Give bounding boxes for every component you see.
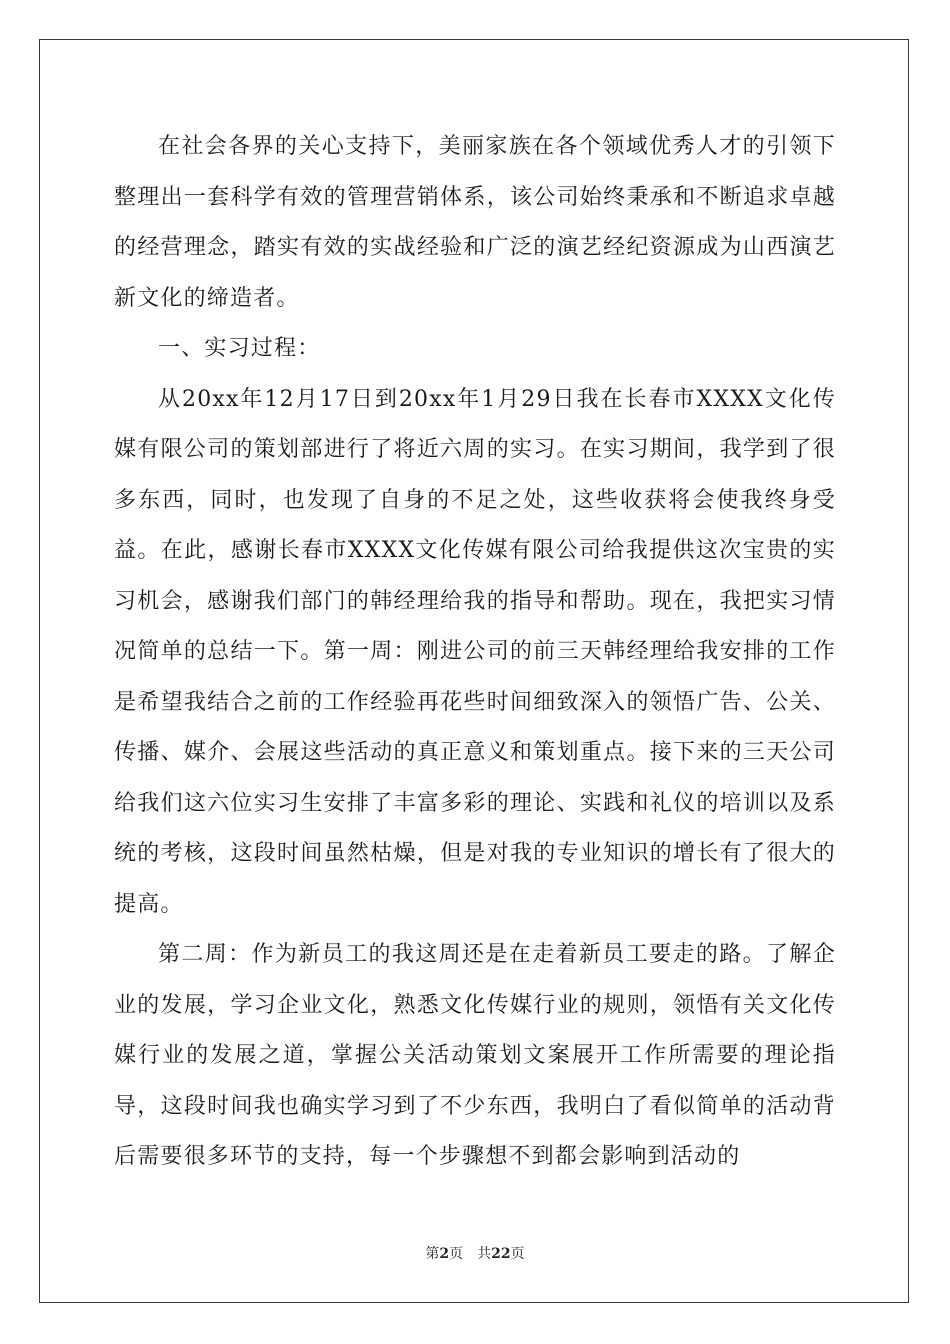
- footer-total-number: 22: [491, 1246, 511, 1262]
- paragraph-week-one: 从20xx年12月17日到20xx年1月29日我在长春市XXXX文化传媒有限公司的策划部进行了将近六周的实习。在实习期间，我学到了很多东西，同时，也发现了自身的不足之处，这些收获将会使我终身受益。在此，感谢长春市XXXX文化传媒有限公司给我提供这次宝贵的实习机会，感谢我们部门的韩经理给我的指导和帮助。现在，我把实习情况简单的总结一下。第一周：刚进公司的前三天韩经理给我安排的工作是希望我结合之前的工作经验再花些时间细致深入的领悟广告、公关、传播、媒介、会展这些活动的真正意义和策划重点。接下来的三天公司给我们这六位实习生安排了丰富多彩的理论、实践和礼仪的培训以及系统的考核，这段时间虽然枯燥，但是对我的专业知识的增长有了很大的提高。: [114, 386, 836, 917]
- document-body: [114, 122, 836, 1183]
- footer-total-prefix: 共: [477, 1246, 492, 1262]
- footer-total-suffix: 页: [510, 1246, 525, 1262]
- footer-page-prefix: 第: [425, 1246, 440, 1262]
- section-heading-internship-process: 一、实习过程：: [158, 336, 321, 361]
- paragraph-week-two: 第二周：作为新员工的我这周还是在走着新员工要走的路。了解企业的发展，学习企业文化，熟悉文化传媒行业的规则，领悟有关文化传媒行业的发展之道，掌握公关活动策划文案展开工作所需要的理论指导，这段时间我也确实学习到了不少东西，我明白了看似简单的活动背后需要很多环节的支持，每一个步骤想不到都会影响到活动的: [114, 942, 836, 1169]
- paragraph-intro: 在社会各界的关心支持下，美丽家族在各个领域优秀人才的引领下整理出一套科学有效的管理营销体系，该公司始终秉承和不断追求卓越的经营理念，踏实有效的实战经验和广泛的演艺经纪资源成为山西演艺新文化的缔造者。: [114, 134, 836, 311]
- page-footer: [0, 1244, 950, 1264]
- footer-page-suffix: 页: [449, 1246, 464, 1262]
- footer-page-number: 2: [439, 1246, 450, 1262]
